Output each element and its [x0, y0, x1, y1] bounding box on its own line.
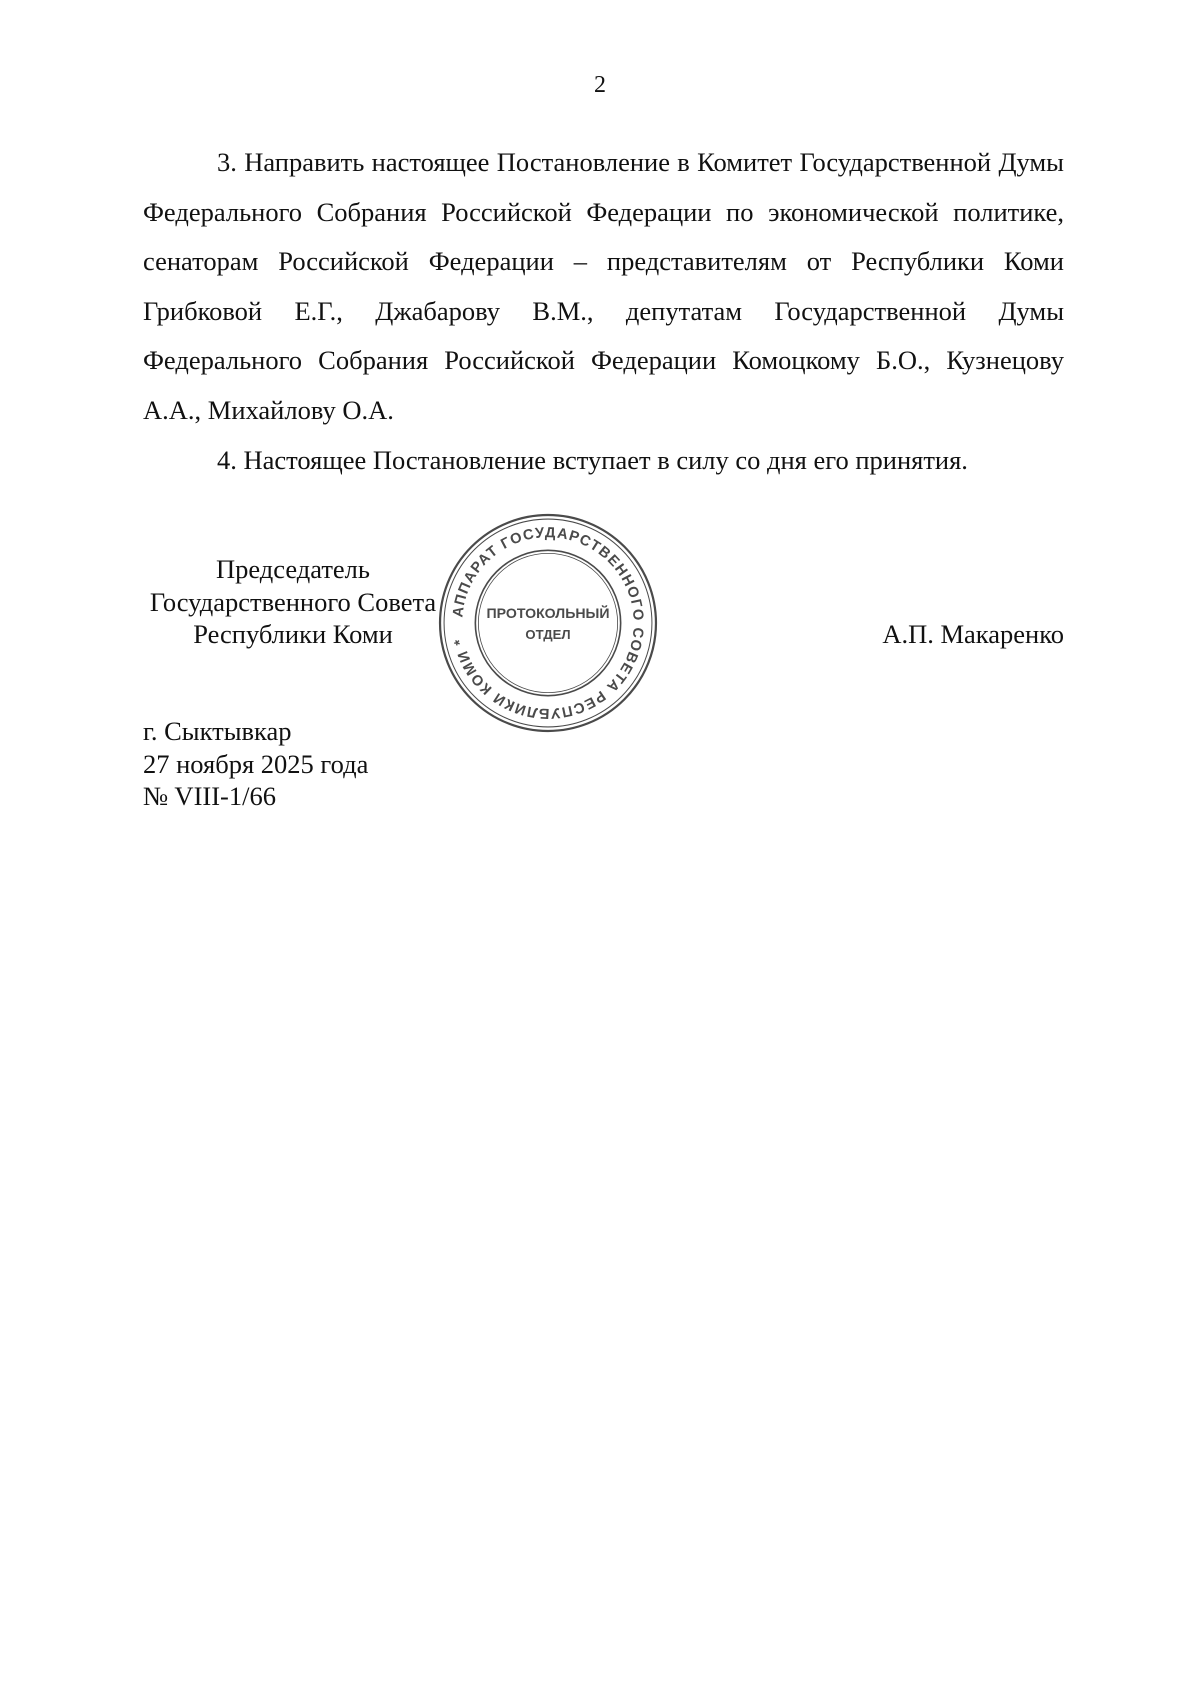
signer-name: А.П. Макаренко: [882, 619, 1064, 649]
protocol-department-seal: [437, 512, 659, 734]
signature-title-line-3: Республики Коми: [193, 619, 393, 649]
document-body: [143, 138, 1064, 485]
paragraph-4: 4. Настоящее Постановление вступает в силу со дня его принятия.: [217, 444, 968, 475]
place-date-block: [143, 715, 368, 813]
paragraph-3: 3. Направить настоящее Постановление в Комитет Государственной Думы Федерального Собрания Российской Федерации по экономической политике, сенаторам Российской Федерации – представителям от Республики Коми Грибковой Е.Г., Джабарову В.М., депутатам Государственной Думы Федерального Собрания Российской Федерации Комоцкому Б.О., Кузнецову А.А., Михайлову О.А.: [143, 147, 1064, 425]
city: г. Сыктывкар: [143, 716, 292, 746]
page-number: 2: [594, 72, 606, 98]
document-number: № VIII-1/66: [143, 781, 276, 811]
signature-title-line-2: Государственного Совета: [149, 586, 437, 617]
signature-title-block: [143, 553, 443, 651]
seal-center-line-1: ПРОТОКОЛЬНЫЙ: [486, 604, 610, 621]
seal-center-line-2: ОТДЕЛ: [525, 627, 571, 643]
adoption-date: 27 ноября 2025 года: [143, 748, 369, 779]
seal-outer-text: АППАРАТ ГОСУДАРСТВЕННОГО СОВЕТА РЕСПУБЛИКИ КОМИ *: [450, 525, 646, 721]
signature-title-line-1: Председатель: [216, 554, 370, 584]
